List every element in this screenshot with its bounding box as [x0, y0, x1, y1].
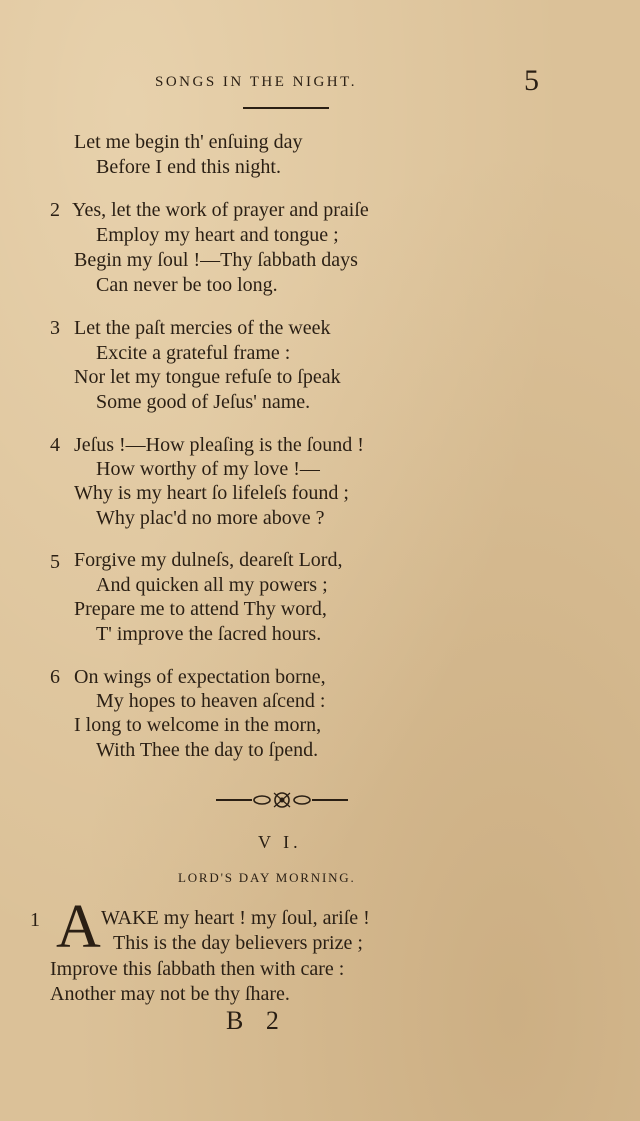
ornament-divider-icon: [214, 788, 350, 812]
verse-line: Employ my heart and tongue ;: [96, 224, 339, 246]
verse-line: Before I end this night.: [96, 156, 281, 178]
verse-line: Improve this ſabbath then with care :: [50, 958, 345, 980]
verse-line: Let me begin th' enſuing day: [74, 131, 303, 153]
verse-line: How worthy of my love !—: [96, 458, 320, 480]
verse-line: Why is my heart ſo lifeleſs found ;: [74, 482, 349, 504]
verse-line: WAKE my heart ! my ſoul, ariſe !: [101, 907, 370, 929]
verse-line: Yes, let the work of prayer and praiſe: [72, 199, 369, 221]
verse-line: Jeſus !—How pleaſing is the ſound !: [74, 434, 364, 456]
verse-line: I long to welcome in the morn,: [74, 714, 322, 736]
verse-line: This is the day believers prize ;: [113, 932, 363, 954]
running-title: SONGS IN THE NIGHT.: [155, 74, 357, 90]
stanza-number: 2: [50, 199, 60, 221]
verse-line: Can never be too long.: [96, 274, 278, 296]
verse-line: Begin my ſoul !—Thy ſabbath days: [74, 249, 358, 271]
verse-line: Prepare me to attend Thy word,: [74, 598, 327, 620]
verse-line: Forgive my dulneſs, deareſt Lord,: [74, 549, 343, 571]
section-number: V I.: [258, 832, 302, 852]
verse-line: Another may not be thy ſhare.: [50, 983, 290, 1005]
stanza-number: 3: [50, 317, 60, 339]
section-title: LORD'S DAY MORNING.: [178, 870, 356, 885]
verse-line: Some good of Jeſus' name.: [96, 391, 311, 413]
verse-line: T' improve the ſacred hours.: [96, 623, 322, 645]
header-rule: [243, 107, 329, 109]
verse-line: My hopes to heaven aſcend :: [96, 690, 326, 712]
stanza-number: 1: [30, 909, 40, 931]
verse-line: On wings of expectation borne,: [74, 666, 326, 688]
signature-mark: B 2: [226, 1006, 287, 1035]
stanza-number: 6: [50, 666, 60, 688]
stanza-number: 5: [50, 551, 60, 573]
verse-line: Let the paſt mercies of the week: [74, 317, 331, 339]
verse-line: Excite a grateful frame :: [96, 342, 291, 364]
verse-line: Nor let my tongue refuſe to ſpeak: [74, 366, 341, 388]
verse-line: With Thee the day to ſpend.: [96, 739, 319, 761]
stanza-number: 4: [50, 434, 60, 456]
verse-line: And quicken all my powers ;: [96, 574, 328, 596]
drop-cap: A: [56, 893, 101, 961]
verse-line: Why plac'd no more above ?: [96, 507, 325, 529]
page-number: 5: [524, 64, 539, 97]
